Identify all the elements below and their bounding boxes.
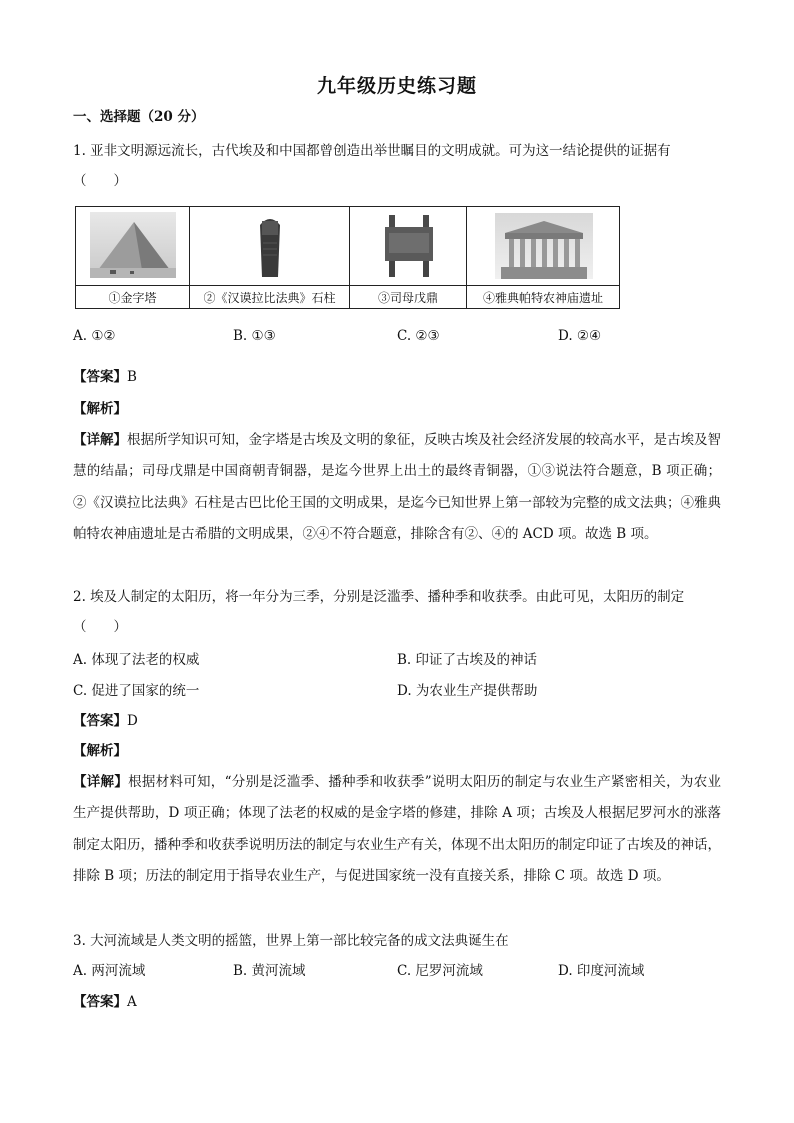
answer-value: A xyxy=(127,994,137,1010)
image-cell-temple xyxy=(467,207,619,308)
q3-stem: 3. 大河流域是人类文明的摇篮，世界上第一部比较完备的成文法典诞生在 xyxy=(73,933,509,949)
q2-option-d: D. 为农业生产提供帮助 xyxy=(397,683,538,699)
q2-detail xyxy=(73,767,721,893)
q3-answer xyxy=(73,994,137,1010)
q2-analysis-label: 【解析】 xyxy=(73,743,127,759)
q1-paren: （ ） xyxy=(73,173,127,189)
caption-stele: ②《汉谟拉比法典》石柱 xyxy=(203,291,336,305)
answer-label: 【答案】 xyxy=(73,369,127,385)
detail-text: 根据材料可知，“分别是泛滥季、播种季和收获季”说明太阳历的制定与农业生产紧密相关，为农业生产提供帮助，D 项正确；体现了法老的权威的是金字塔的修建，排除 A 项；古埃及人根据尼罗河水的涨落制定太阳历，播种季和收获季说明历法的制定与农业生产有关，体现不出太阳历的制定印证了古埃及的神话，排除 B 项；历法的制定用于指导农业生产，与促进国家统一没有直接关系，排除 C 项。故选 D 项。 xyxy=(73,774,721,885)
q1-image-table xyxy=(75,206,620,309)
q2-option-b: B. 印证了古埃及的神话 xyxy=(397,652,538,668)
answer-label: 【答案】 xyxy=(73,713,127,729)
image-cell-stele xyxy=(190,207,350,308)
q1-analysis-label: 【解析】 xyxy=(73,401,127,417)
q3-option-a: A. 两河流域 xyxy=(73,963,146,979)
q1-stem: 1. 亚非文明源远流长，古代埃及和中国都曾创造出举世瞩目的文明成就。可为这一结论提供的证据有 xyxy=(73,143,671,159)
q3-option-d: D. 印度河流域 xyxy=(558,963,645,979)
detail-text: 根据所学知识可知，金字塔是古埃及文明的象征，反映古埃及社会经济发展的较高水平，是古埃及智慧的结晶；司母戊鼎是中国商朝青铜器，是迄今世界上出土的最终青铜器，①③说法符合题意，B 项正确；②《汉谟拉比法典》石柱是古巴比伦王国的文明成果，是迄今已知世界上第一部较为完整的成文法典；④雅典帕特农神庙遗址是古希腊的文明成果，②④不符合题意，排除含有②、④的 ACD 项。故选 B 项。 xyxy=(73,432,721,543)
q2-option-c: C. 促进了国家的统一 xyxy=(73,683,200,699)
q1-detail xyxy=(73,425,721,551)
answer-value: D xyxy=(127,713,138,729)
q1-option-c: C. ②③ xyxy=(397,328,440,344)
q2-stem: 2. 埃及人制定的太阳历，将一年分为三季，分别是泛滥季、播种季和收获季。由此可见，太阳历的制定 xyxy=(73,589,685,605)
q1-option-b: B. ①③ xyxy=(233,328,276,344)
section-heading: 一、选择题（20 分） xyxy=(73,109,205,125)
detail-label: 【详解】 xyxy=(73,432,127,448)
ding-photo-icon xyxy=(377,213,441,279)
pyramid-photo-icon xyxy=(90,212,176,278)
q1-answer xyxy=(73,369,137,385)
q3-option-b: B. 黄河流域 xyxy=(233,963,306,979)
q2-paren: （ ） xyxy=(73,619,127,635)
q2-answer xyxy=(73,713,138,729)
q3-option-c: C. 尼罗河流域 xyxy=(397,963,483,979)
caption-pyramid: ①金字塔 xyxy=(108,291,157,305)
page-title: 九年级历史练习题 xyxy=(316,75,477,97)
caption-temple: ④雅典帕特农神庙遗址 xyxy=(482,291,603,305)
q1-option-d: D. ②④ xyxy=(558,328,602,344)
stele-photo-icon xyxy=(252,213,288,279)
caption-ding: ③司母戊鼎 xyxy=(377,291,438,305)
q2-option-a: A. 体现了法老的权威 xyxy=(73,652,200,668)
image-cell-ding xyxy=(350,207,467,308)
temple-photo-icon xyxy=(495,213,593,279)
image-cell-pyramid xyxy=(76,207,190,308)
answer-value: B xyxy=(127,369,137,385)
answer-label: 【答案】 xyxy=(73,994,127,1010)
detail-label: 【详解】 xyxy=(73,774,129,790)
q1-option-a: A. ①② xyxy=(73,328,116,344)
